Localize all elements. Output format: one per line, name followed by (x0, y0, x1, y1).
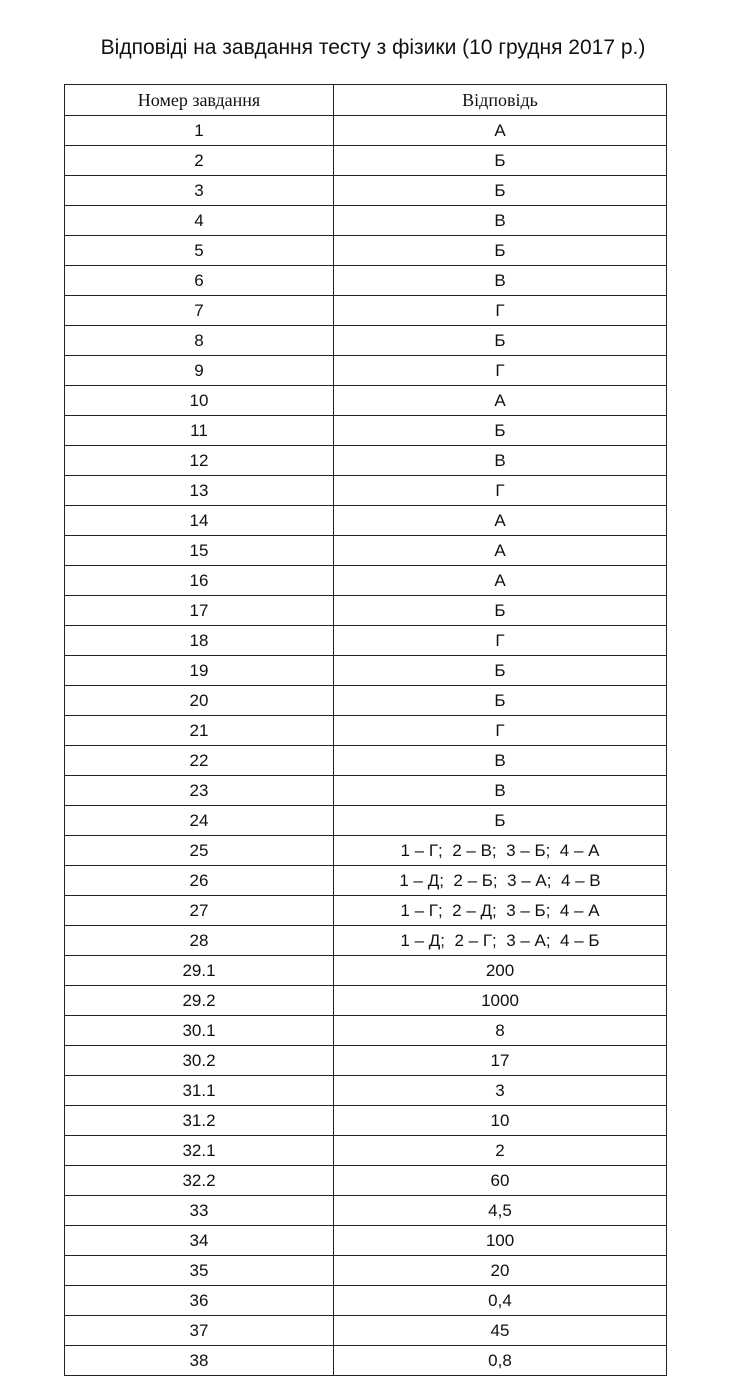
answer-cell: Г (334, 716, 667, 746)
answer-cell: Б (334, 806, 667, 836)
task-number-cell: 20 (65, 686, 334, 716)
answer-cell: А (334, 386, 667, 416)
task-number-cell: 13 (65, 476, 334, 506)
task-number-cell: 3 (65, 176, 334, 206)
task-number-cell: 2 (65, 146, 334, 176)
table-row (65, 656, 667, 686)
task-number-cell: 17 (65, 596, 334, 626)
task-number-cell: 1 (65, 116, 334, 146)
answer-cell: 2 (334, 1136, 667, 1166)
column-header-task-number: Номер завдання (65, 85, 334, 116)
table-row (65, 1226, 667, 1256)
answer-cell: 0,8 (334, 1346, 667, 1376)
answer-cell: Б (334, 656, 667, 686)
answer-cell: В (334, 206, 667, 236)
table-row (65, 626, 667, 656)
answer-cell: 20 (334, 1256, 667, 1286)
answer-cell: Г (334, 476, 667, 506)
table-row (65, 1076, 667, 1106)
answer-cell: Б (334, 176, 667, 206)
answer-cell: Б (334, 236, 667, 266)
answer-cell: 17 (334, 1046, 667, 1076)
task-number-cell: 6 (65, 266, 334, 296)
table-row (65, 956, 667, 986)
table-row (65, 836, 667, 866)
task-number-cell: 34 (65, 1226, 334, 1256)
answer-cell: Б (334, 596, 667, 626)
table-row (65, 1256, 667, 1286)
task-number-cell: 33 (65, 1196, 334, 1226)
task-number-cell: 37 (65, 1316, 334, 1346)
task-number-cell: 31.1 (65, 1076, 334, 1106)
table-row (65, 776, 667, 806)
answer-cell: Б (334, 326, 667, 356)
task-number-cell: 8 (65, 326, 334, 356)
table-row (65, 1016, 667, 1046)
task-number-cell: 16 (65, 566, 334, 596)
task-number-cell: 24 (65, 806, 334, 836)
task-number-cell: 10 (65, 386, 334, 416)
table-row (65, 206, 667, 236)
answer-cell: 10 (334, 1106, 667, 1136)
answer-cell: Б (334, 686, 667, 716)
table-row (65, 1106, 667, 1136)
task-number-cell: 28 (65, 926, 334, 956)
task-number-cell: 19 (65, 656, 334, 686)
table-row (65, 116, 667, 146)
task-number-cell: 27 (65, 896, 334, 926)
answer-cell: 100 (334, 1226, 667, 1256)
answer-cell: Г (334, 296, 667, 326)
task-number-cell: 9 (65, 356, 334, 386)
table-row (65, 146, 667, 176)
answer-cell: 60 (334, 1166, 667, 1196)
task-number-cell: 36 (65, 1286, 334, 1316)
task-number-cell: 23 (65, 776, 334, 806)
answer-cell: 45 (334, 1316, 667, 1346)
table-row (65, 1316, 667, 1346)
table-row (65, 386, 667, 416)
answer-cell: В (334, 446, 667, 476)
table-row (65, 476, 667, 506)
table-row (65, 686, 667, 716)
table-row (65, 266, 667, 296)
table-row (65, 896, 667, 926)
table-row (65, 536, 667, 566)
answer-cell: 1 – Г; 2 – В; 3 – Б; 4 – А (334, 836, 667, 866)
table-row (65, 986, 667, 1016)
table-header-row (65, 85, 667, 116)
answer-cell: 1000 (334, 986, 667, 1016)
column-header-answer: Відповідь (334, 85, 667, 116)
task-number-cell: 4 (65, 206, 334, 236)
table-row (65, 1346, 667, 1376)
answer-cell: 1 – Д; 2 – Б; 3 – А; 4 – В (334, 866, 667, 896)
task-number-cell: 18 (65, 626, 334, 656)
answer-cell: Г (334, 626, 667, 656)
table-row (65, 926, 667, 956)
task-number-cell: 31.2 (65, 1106, 334, 1136)
answer-cell: 200 (334, 956, 667, 986)
answer-cell: В (334, 776, 667, 806)
answer-cell: А (334, 566, 667, 596)
table-row (65, 446, 667, 476)
task-number-cell: 5 (65, 236, 334, 266)
task-number-cell: 30.1 (65, 1016, 334, 1046)
answer-cell: 0,4 (334, 1286, 667, 1316)
table-row (65, 1166, 667, 1196)
answer-cell: Г (334, 356, 667, 386)
table-row (65, 716, 667, 746)
task-number-cell: 26 (65, 866, 334, 896)
answer-cell: 4,5 (334, 1196, 667, 1226)
answer-cell: 1 – Г; 2 – Д; 3 – Б; 4 – А (334, 896, 667, 926)
task-number-cell: 12 (65, 446, 334, 476)
task-number-cell: 29.1 (65, 956, 334, 986)
answer-cell: 8 (334, 1016, 667, 1046)
answer-cell: А (334, 506, 667, 536)
table-row (65, 1196, 667, 1226)
task-number-cell: 29.2 (65, 986, 334, 1016)
task-number-cell: 38 (65, 1346, 334, 1376)
task-number-cell: 21 (65, 716, 334, 746)
task-number-cell: 11 (65, 416, 334, 446)
table-row (65, 236, 667, 266)
answer-cell: В (334, 746, 667, 776)
answer-cell: Б (334, 146, 667, 176)
table-row (65, 356, 667, 386)
task-number-cell: 22 (65, 746, 334, 776)
table-row (65, 326, 667, 356)
answer-cell: 1 – Д; 2 – Г; 3 – А; 4 – Б (334, 926, 667, 956)
task-number-cell: 25 (65, 836, 334, 866)
table-row (65, 746, 667, 776)
table-row (65, 596, 667, 626)
task-number-cell: 32.1 (65, 1136, 334, 1166)
table-row (65, 566, 667, 596)
answer-cell: 3 (334, 1076, 667, 1106)
page-title: Відповіді на завдання тесту з фізики (10 грудня 2017 р.) (100, 36, 646, 59)
table-row (65, 1046, 667, 1076)
table-row (65, 866, 667, 896)
table-row (65, 1286, 667, 1316)
table-row (65, 806, 667, 836)
task-number-cell: 15 (65, 536, 334, 566)
table-row (65, 176, 667, 206)
task-number-cell: 32.2 (65, 1166, 334, 1196)
table-row (65, 506, 667, 536)
answer-cell: А (334, 116, 667, 146)
answers-table (64, 84, 667, 1376)
answer-cell: А (334, 536, 667, 566)
table-row (65, 416, 667, 446)
answer-cell: Б (334, 416, 667, 446)
answer-cell: В (334, 266, 667, 296)
table-row (65, 296, 667, 326)
table-row (65, 1136, 667, 1166)
task-number-cell: 7 (65, 296, 334, 326)
task-number-cell: 35 (65, 1256, 334, 1286)
task-number-cell: 14 (65, 506, 334, 536)
answers-table-body (65, 116, 667, 1376)
task-number-cell: 30.2 (65, 1046, 334, 1076)
